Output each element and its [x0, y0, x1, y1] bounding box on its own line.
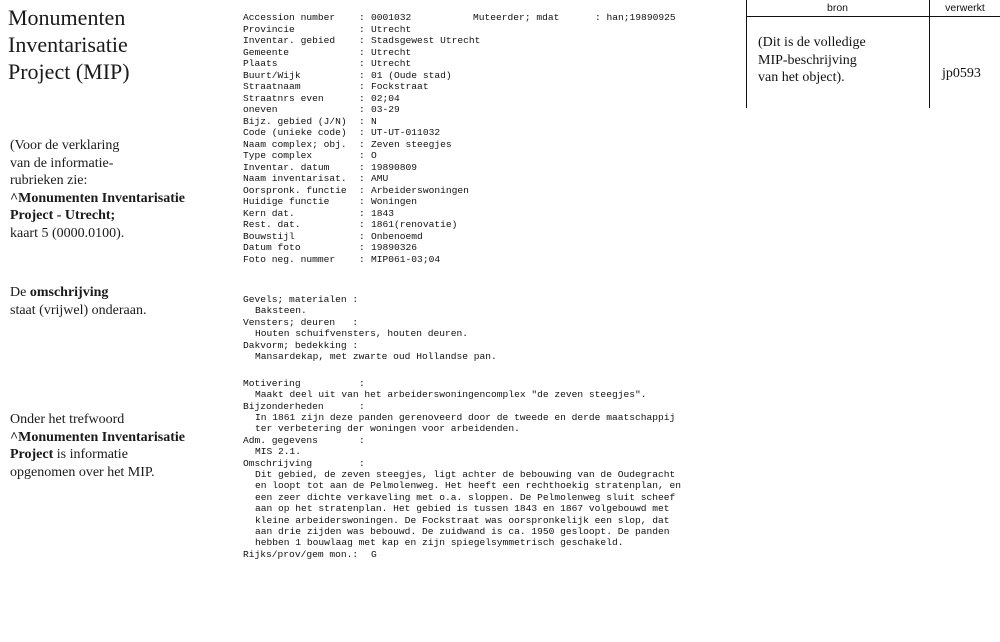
colon: :	[359, 184, 365, 196]
note-line: kaart 5 (0000.0100).	[10, 225, 125, 241]
reference-title: Project	[10, 447, 54, 462]
field-value: MIP061-03;04	[371, 253, 441, 265]
note-line: staat (vrijwel) onderaan.	[10, 302, 147, 318]
rijks-value: G	[371, 549, 377, 560]
title-line: Inventarisatie	[8, 32, 128, 57]
muteerder-value: : han;19890925	[595, 12, 676, 23]
dakvorm-label: Dakvorm; bedekking :	[243, 340, 359, 351]
note-text: De	[10, 285, 30, 300]
title-line: Project (MIP)	[8, 59, 130, 84]
adm-value: MIS 2.1.	[255, 446, 302, 457]
colon: :	[359, 115, 365, 127]
field-label: Straatnaam	[243, 81, 301, 92]
vensters-label: Vensters; deuren :	[243, 317, 359, 328]
note-line: Onder het trefwoord	[10, 412, 125, 427]
page-title	[8, 4, 208, 85]
field-label: Straatnrs even	[243, 92, 324, 104]
muteerder-label: Muteerder; mdat	[473, 12, 560, 23]
colon: :	[359, 401, 365, 412]
field-value: Stadsgewest Utrecht	[371, 35, 481, 46]
bron-line: MIP-beschrijving	[758, 52, 857, 68]
verwerkt-value: jp0593	[942, 66, 981, 81]
colon: :	[359, 230, 365, 242]
colon: :	[359, 35, 365, 46]
field-value: O	[371, 150, 377, 161]
colon: :	[359, 242, 365, 253]
field-label: Rest. dat.	[243, 219, 301, 230]
colon: :	[359, 69, 365, 81]
colon: :	[359, 81, 365, 92]
field-value: Woningen	[371, 196, 418, 207]
omschrijving-line: en loopt tot aan de Pelmolenweg. Het heeft een rechthoekig stratenplan, en	[255, 480, 682, 491]
field-label: Naam inventarisat.	[243, 173, 347, 184]
colon: :	[359, 92, 365, 104]
field-value: Utrecht	[371, 46, 412, 58]
colon: :	[359, 253, 365, 265]
bron-text	[758, 34, 928, 87]
colon: :	[359, 104, 365, 115]
field-value: N	[371, 115, 377, 127]
field-value: 1843	[371, 207, 395, 219]
colon: :	[359, 196, 365, 207]
description-note	[10, 284, 215, 319]
field-value: Onbenoemd	[371, 230, 423, 242]
colon: :	[359, 207, 365, 219]
colon: :	[359, 58, 365, 69]
omschrijving-line: hebben 1 bouwlaag met kap en zijn spiegelsymmetrisch geschakeld.	[255, 537, 624, 548]
vensters-value: Houten schuifvensters, houten deuren.	[255, 328, 469, 339]
field-label: Kern dat.	[243, 207, 295, 219]
source-box	[746, 0, 1000, 108]
colon: :	[359, 173, 365, 184]
field-label: Bouwstijl	[243, 230, 295, 242]
field-label: Bijz. gebied (J/N)	[243, 115, 347, 127]
bijzonderheden-label: Bijzonderheden	[243, 401, 324, 412]
note-text: is informatie	[53, 447, 128, 462]
verwerkt-header: verwerkt	[945, 2, 985, 14]
colon: :	[359, 435, 365, 446]
field-label: Provincie	[243, 23, 295, 35]
colon: :	[359, 219, 365, 230]
field-value: Fockstraat	[371, 81, 429, 92]
rijks-label: Rijks/prov/gem mon.:	[243, 549, 359, 560]
field-value: Utrecht	[371, 23, 412, 35]
field-label: Foto neg. nummer	[243, 253, 336, 265]
bijzonderheden-line: In 1861 zijn deze panden gerenoveerd door de tweede en derde maatschappij	[255, 412, 676, 423]
note-line: (Voor de verklaring	[10, 138, 120, 153]
field-value: Utrecht	[371, 58, 412, 69]
motivering-value: Maakt deel uit van het arbeiderswoningencomplex "de zeven steegjes".	[255, 389, 647, 400]
field-value: Arbeiderswoningen	[371, 184, 469, 196]
colon: :	[359, 23, 365, 35]
field-label: Naam complex; obj.	[243, 138, 347, 150]
field-value: UT-UT-011032	[371, 127, 441, 138]
note-line: opgenomen over het MIP.	[10, 464, 155, 480]
colon: :	[359, 378, 365, 389]
gevels-value: Baksteen.	[255, 305, 307, 316]
field-label: Huidige functie	[243, 196, 330, 207]
omschrijving-line: Dit gebied, de zeven steegjes, ligt achter de bebouwing van de Oudegracht	[255, 469, 676, 480]
reference-title: Project - Utrecht;	[10, 208, 116, 223]
title-line: Monumenten	[8, 5, 126, 30]
omschrijving-label: Omschrijving	[243, 458, 313, 469]
field-label: Oorspronk. functie	[243, 184, 347, 196]
colon: :	[359, 161, 365, 173]
colon: :	[359, 458, 365, 469]
field-label: Gemeente	[243, 46, 290, 58]
gevels-label: Gevels; materialen :	[243, 294, 359, 305]
field-value: 19890809	[371, 161, 418, 173]
reference-title: ^Monumenten Inventarisatie	[10, 190, 185, 206]
dakvorm-value: Mansardekap, met zwarte oud Hollandse pan.	[255, 351, 497, 362]
field-label: Code (unieke code)	[243, 127, 347, 138]
bron-line: van het object).	[758, 70, 845, 85]
explanation-note	[10, 137, 215, 242]
colon: :	[359, 12, 365, 23]
note-bold: omschrijving	[29, 285, 109, 300]
field-value: Zeven steegjes	[371, 138, 452, 150]
omschrijving-line: een zeer dichte verkaveling met o.a. sloppen. De Pelmolenweg sluit scheef	[255, 492, 676, 503]
field-value: 19890326	[371, 242, 418, 253]
field-value: AMU	[371, 173, 389, 184]
keyword-note	[10, 411, 215, 481]
omschrijving-line: kleine arbeiderswoningen. De Fockstraat was oorspronkelijk een slop, dat	[255, 515, 670, 526]
reference-title: ^Monumenten Inventarisatie	[10, 429, 185, 445]
field-label: Buurt/Wijk	[243, 69, 301, 81]
field-value: 02;04	[371, 92, 400, 104]
field-value: 01 (Oude stad)	[371, 69, 452, 81]
field-label: Plaats	[243, 58, 278, 69]
bijzonderheden-line: ter verbetering der woningen voor arbeidenden.	[255, 423, 520, 434]
field-value: 1861(renovatie)	[371, 219, 458, 230]
field-label: oneven	[243, 104, 278, 115]
field-value: 03-29	[371, 104, 400, 115]
divider	[746, 16, 1000, 17]
colon: :	[359, 127, 365, 138]
bron-line: (Dit is de volledige	[758, 35, 866, 50]
omschrijving-line: aan op het stratenplan. Het gebied is tussen 1843 en 1867 volgebouwd met	[255, 503, 670, 514]
field-label: Type complex	[243, 150, 313, 161]
omschrijving-line: aan drie zijden was bebouwd. De zuidwand is ca. 1950 gesloopt. De panden	[255, 526, 670, 537]
colon: :	[359, 46, 365, 58]
field-value: 0001032	[371, 12, 412, 23]
note-line: van de informatie-	[10, 155, 114, 171]
field-label: Datum foto	[243, 242, 301, 253]
colon: :	[359, 150, 365, 161]
field-label: Inventar. datum	[243, 161, 330, 173]
note-line: rubrieken zie:	[10, 173, 88, 188]
field-label: Accession number	[243, 12, 336, 23]
motivering-label: Motivering	[243, 378, 301, 389]
adm-label: Adm. gegevens	[243, 435, 318, 446]
colon: :	[359, 138, 365, 150]
bron-header: bron	[826, 2, 848, 14]
field-label: Inventar. gebied	[243, 35, 336, 46]
